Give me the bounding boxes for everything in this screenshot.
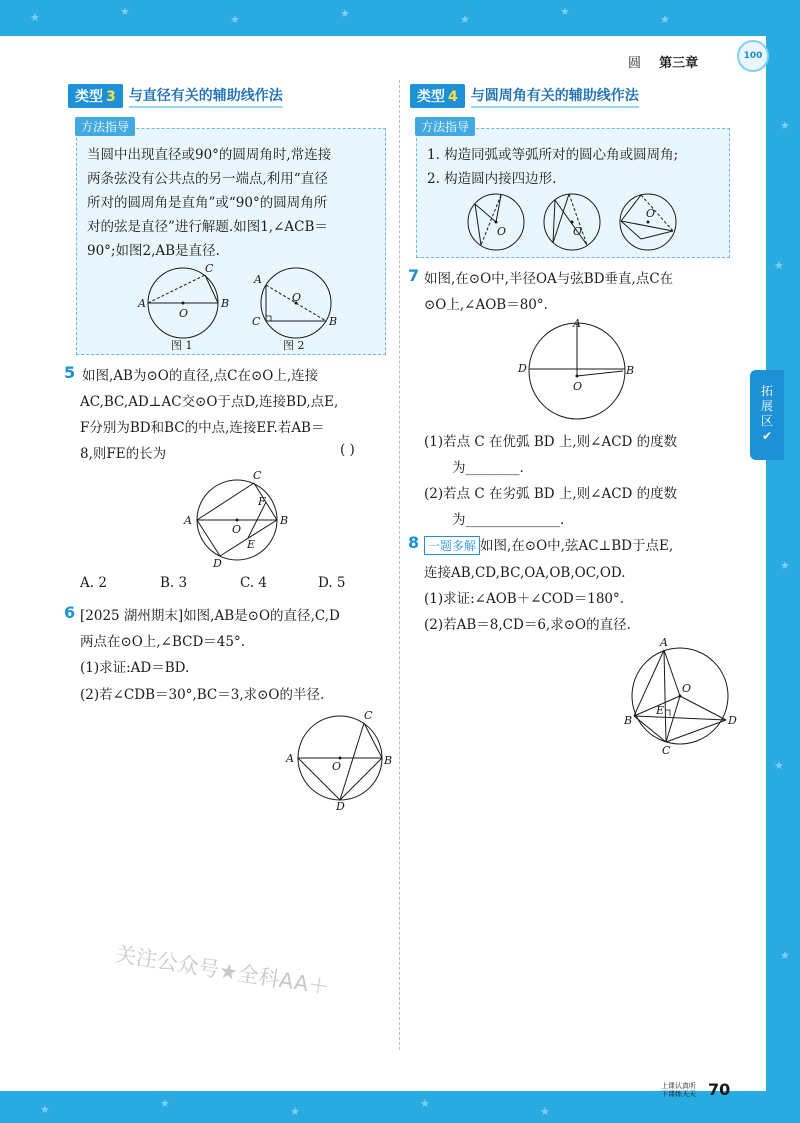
- guide-fig3-label-o: O: [646, 207, 656, 220]
- mascot-logo: 100: [737, 40, 769, 72]
- star-icon: ★: [774, 759, 784, 772]
- star-icon: ★: [460, 13, 470, 26]
- fig1-label-c: C: [205, 263, 214, 275]
- q7-label-b: B: [626, 364, 635, 377]
- type3-heading: 与直径有关的辅助线作法: [129, 85, 283, 108]
- check-icon: ✔: [761, 429, 773, 443]
- q6-label-d: D: [336, 800, 345, 812]
- type4-badge: 类型 4: [410, 84, 465, 108]
- type3-badge: 类型 3: [68, 84, 123, 108]
- q5-line-4: 8,则FE的长为: [80, 446, 167, 462]
- q8-label-a: A: [660, 636, 668, 649]
- star-icon: ★: [420, 1097, 430, 1110]
- q8-label-c: C: [662, 744, 671, 756]
- fig1-label-a: A: [138, 297, 146, 310]
- type4-title: [410, 84, 639, 108]
- q5-line-1: 如图,AB为⊙O的直径,点C在⊙O上,连接: [82, 368, 319, 384]
- q5-number: 5: [64, 363, 76, 382]
- star-icon: ★: [290, 1105, 300, 1118]
- q8-label-d: D: [728, 714, 737, 727]
- star-icon: ★: [660, 13, 670, 26]
- q5-label-c: C: [253, 469, 262, 482]
- q6-line-2: 两点在⊙O上,∠BCD＝45°.: [80, 634, 246, 650]
- q6-figure: [284, 706, 396, 812]
- q5-figure: [180, 468, 300, 570]
- page-header: [628, 52, 698, 71]
- fig2-label-a: A: [254, 273, 262, 286]
- q6-line-3: (1)求证:AD＝BD.: [80, 660, 190, 676]
- star-icon: ★: [120, 5, 130, 18]
- star-icon: ★: [780, 119, 790, 132]
- fig2-label-c: C: [252, 315, 261, 328]
- fig1-label-b: B: [221, 297, 230, 310]
- star-icon: ★: [780, 559, 790, 572]
- q6-label-c: C: [364, 709, 373, 722]
- q5-line-2: AC,BC,AD⊥AC交⊙O于点D,连接BD,点E,: [80, 394, 339, 410]
- q8-line-2: 连接AB,CD,BC,OA,OB,OC,OD.: [424, 565, 626, 581]
- q7-part1-line-1: (1)若点 C 在优弧 BD 上,则∠ACD 的度数: [424, 434, 678, 450]
- q7-label-a: A: [573, 317, 581, 330]
- q5-label-o: O: [232, 523, 242, 536]
- fig1-caption: 图 1: [171, 339, 193, 351]
- guide-fig1-label-o: O: [497, 225, 507, 238]
- star-icon: ★: [780, 949, 790, 962]
- q5-label-e: E: [247, 538, 256, 551]
- page-number: 70: [708, 1080, 731, 1099]
- footer-slogan: 上课认真听 下课练天天: [661, 1082, 696, 1098]
- fig2-label-o: O: [292, 291, 302, 304]
- star-icon: ★: [30, 11, 40, 24]
- star-icon: ★: [774, 259, 784, 272]
- type4-guide-tab: 方法指导: [415, 117, 475, 136]
- q7-line-1: 如图,在⊙O中,半径OA与弦BD垂直,点C在: [424, 271, 674, 287]
- q6-line-4: (2)若∠CDB＝30°,BC＝3,求⊙O的半径.: [80, 687, 325, 703]
- q7-part2-line-1: (2)若点 C 在劣弧 BD 上,则∠ACD 的度数: [424, 486, 678, 502]
- q6-line-1: [2025 湖州期末]如图,AB是⊙O的直径,C,D: [80, 608, 340, 624]
- q5-label-a: A: [184, 514, 192, 527]
- figure-1: [133, 263, 233, 351]
- type3-guide-tab: 方法指导: [75, 117, 135, 136]
- q5-option-d: D. 5: [318, 575, 346, 591]
- type4-guide-box: [416, 120, 730, 258]
- q6-label-o: O: [332, 760, 342, 773]
- star-icon: ★: [340, 7, 350, 20]
- star-icon: ★: [560, 5, 570, 18]
- q5-label-f: F: [258, 495, 266, 508]
- q5-option-c: C. 4: [240, 575, 268, 591]
- q6-number: 6: [64, 603, 76, 622]
- fig2-label-b: B: [329, 315, 338, 328]
- type3-guide-box: [76, 120, 386, 355]
- q8-line-3: (1)求证:∠AOB＋∠COD＝180°.: [424, 591, 625, 607]
- figure-2: [249, 263, 349, 351]
- q6-source: [2025 湖州期末]: [80, 608, 184, 624]
- q7-part1-line-2: 为________.: [452, 460, 524, 476]
- q8-figure: [620, 636, 744, 756]
- q7-part2-line-2: 为______________.: [452, 512, 565, 528]
- q7-figure: [512, 316, 642, 424]
- type3-title: [68, 84, 283, 108]
- watermark: 关注公众号★全科AA＋: [113, 941, 331, 1000]
- star-icon: ★: [160, 1097, 170, 1110]
- q5-line-3: F分别为BD和BC的中点,连接EF.若AB＝: [80, 420, 325, 436]
- star-icon: ★: [540, 1105, 550, 1118]
- q8-label-b: B: [624, 714, 633, 727]
- star-icon: ★: [230, 13, 240, 26]
- extension-zone-tab: 拓 展 区 ✔: [750, 370, 784, 460]
- column-divider: [399, 80, 400, 1050]
- q5-option-b: B. 3: [160, 575, 188, 591]
- type4-heading: 与圆周角有关的辅助线作法: [471, 85, 639, 108]
- q5-label-b: B: [280, 514, 289, 527]
- header-section: 圆: [628, 56, 642, 71]
- star-icon: ★: [40, 1103, 50, 1116]
- q5-label-d: D: [213, 557, 222, 570]
- q8-line-1: 一题多解 如图,在⊙O中,弦AC⊥BD于点E,: [424, 534, 673, 555]
- guide-fig2-label-o: O: [573, 225, 583, 238]
- guide-figure-3: [613, 191, 683, 253]
- q6-label-b: B: [384, 754, 393, 767]
- q7-label-d: D: [518, 362, 527, 375]
- fig1-label-o: O: [179, 307, 189, 320]
- q5-option-a: A. 2: [80, 575, 107, 591]
- q8-tag: 一题多解: [424, 536, 480, 555]
- q8-label-e: E: [656, 704, 665, 717]
- guide-figure-1: [461, 191, 531, 253]
- q8-number: 8: [408, 533, 420, 552]
- fig2-caption: 图 2: [283, 339, 305, 351]
- q6-label-a: A: [286, 752, 294, 765]
- q8-line-4: (2)若AB＝8,CD＝6,求⊙O的直径.: [424, 617, 631, 633]
- type4-guide-text: 1. 构造同弧或等弧所对的圆心角或圆周角; 2. 构造圆内接四边形.: [427, 147, 679, 187]
- q5-answer-bracket: ( ): [340, 442, 355, 458]
- q7-label-o: O: [573, 380, 583, 393]
- q7-number: 7: [408, 266, 420, 285]
- header-chapter: 第三章: [659, 56, 699, 71]
- guide-figure-2: [537, 191, 607, 253]
- q8-label-o: O: [682, 682, 692, 695]
- type3-guide-text: 当圆中出现直径或90°的圆周角时,常连接 两条弦没有公共点的另一端点,利用“直径 所对的圆周角是直角”或“90°的圆周角所 对的弦是直径”进行解题.如图1,∠ACB＝ 90°;如图2,AB是直径.: [87, 147, 332, 259]
- q7-line-2: ⊙O上,∠AOB＝80°.: [424, 297, 548, 313]
